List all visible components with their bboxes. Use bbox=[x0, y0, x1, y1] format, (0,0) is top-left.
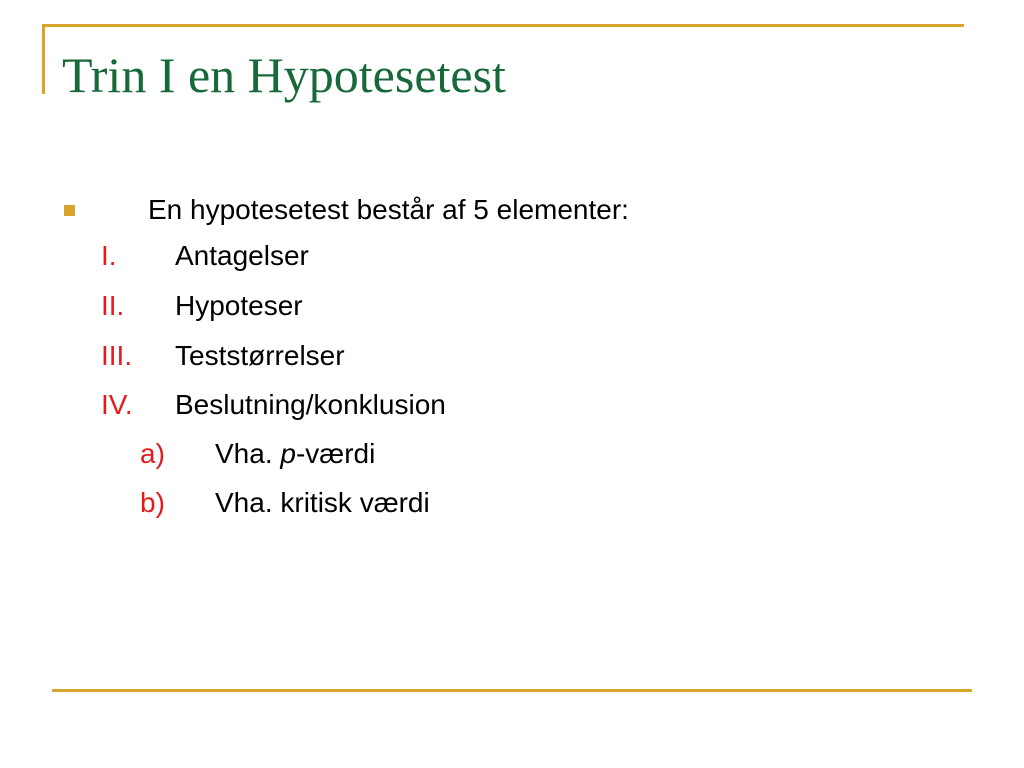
square-bullet-icon bbox=[64, 205, 75, 216]
sublist-marker-a: a) bbox=[140, 438, 165, 469]
list-marker-2: II. bbox=[101, 290, 125, 321]
sublist-item-p-vaerdi-prefix: Vha. bbox=[215, 438, 281, 469]
sublist-item-p-vaerdi-suffix: -værdi bbox=[295, 438, 376, 469]
top-border-line bbox=[42, 24, 964, 27]
sublist-item-p-vaerdi bbox=[215, 436, 375, 472]
bottom-border-line bbox=[52, 689, 972, 692]
sublist-item-kritisk-vaerdi: Vha. kritisk værdi bbox=[215, 487, 430, 518]
list-marker-1: I. bbox=[101, 240, 117, 271]
list-item-beslutning: Beslutning/konklusion bbox=[175, 389, 446, 420]
intro-text: En hypotesetest består af 5 elementer: bbox=[148, 194, 629, 225]
list-item-hypoteser: Hypoteser bbox=[175, 290, 303, 321]
left-border-line bbox=[42, 24, 45, 94]
list-marker-3: III. bbox=[101, 340, 133, 371]
slide-title: Trin I en Hypotesetest bbox=[62, 47, 506, 103]
list-marker-4: IV. bbox=[101, 389, 133, 420]
sublist-item-p-symbol: p bbox=[280, 438, 296, 469]
list-item-teststorrelser: Teststørrelser bbox=[175, 340, 345, 371]
sublist-marker-b: b) bbox=[140, 487, 165, 518]
list-item-antagelser: Antagelser bbox=[175, 240, 309, 271]
